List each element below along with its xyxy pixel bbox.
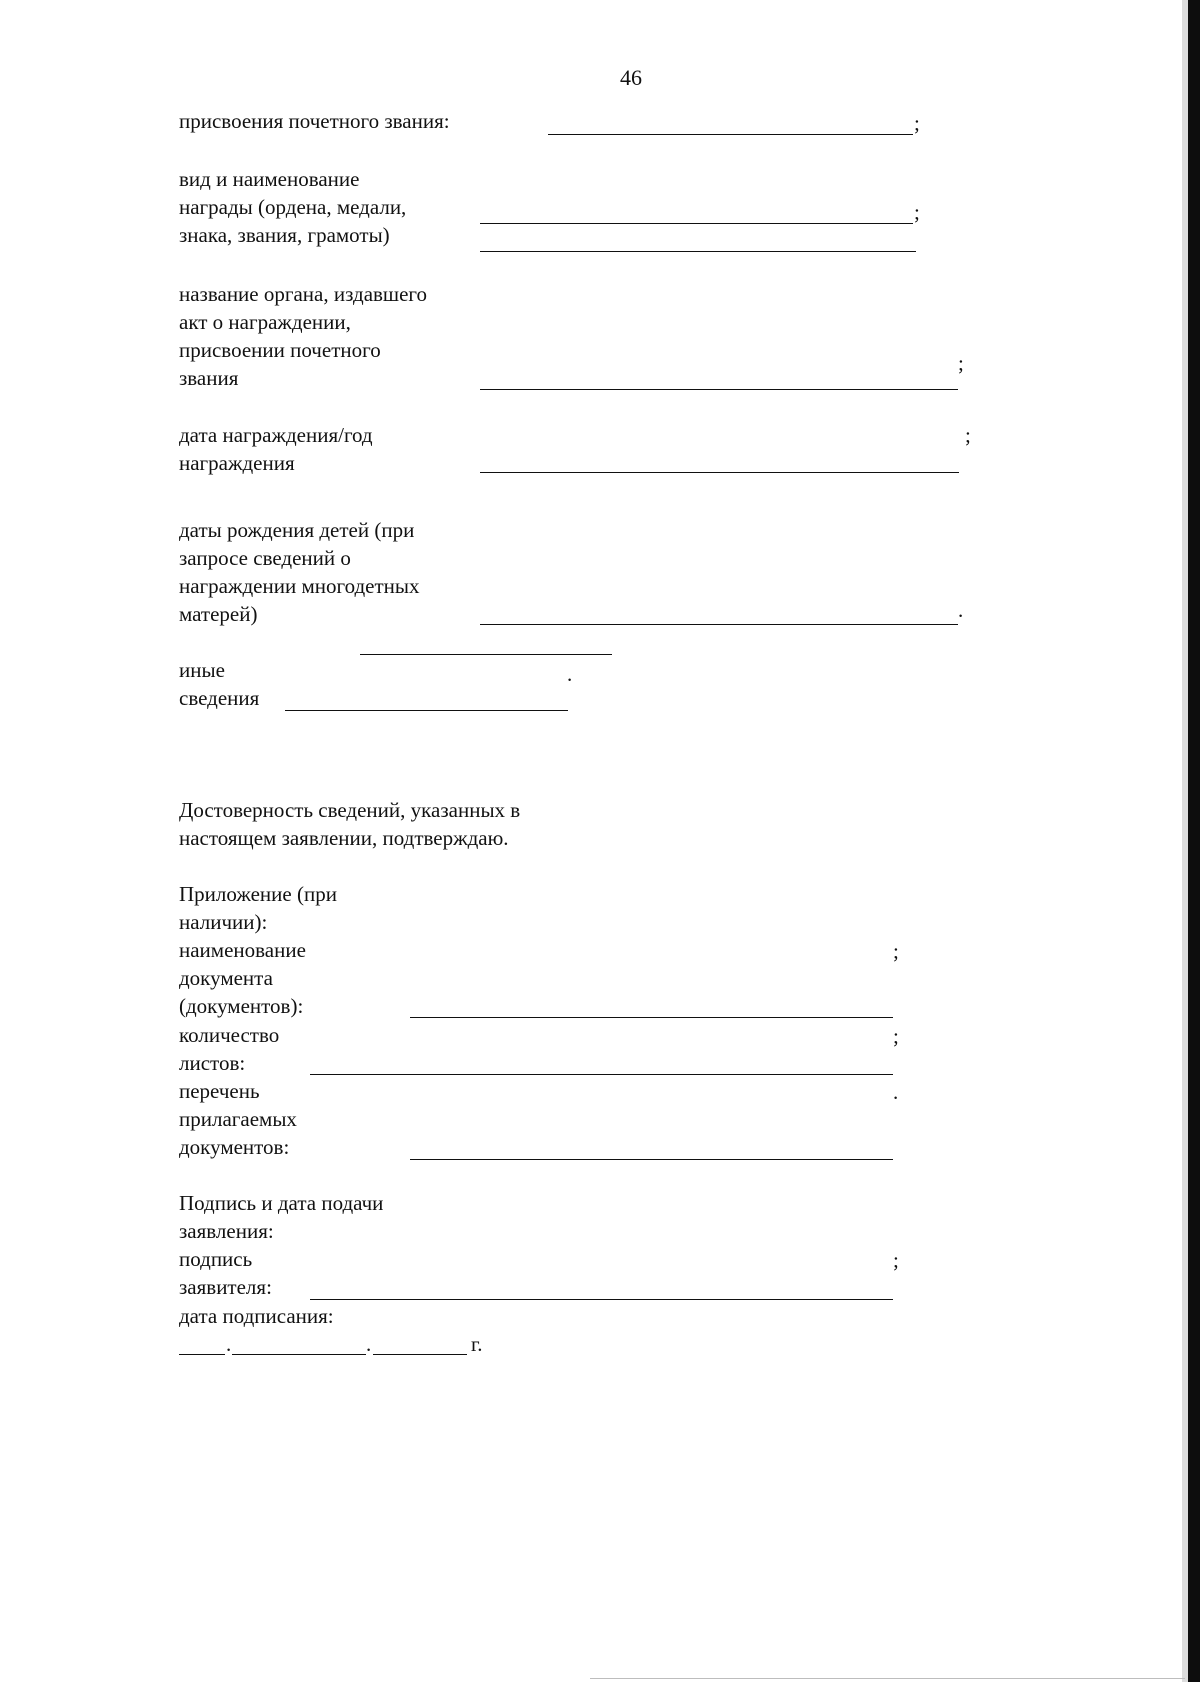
- award-date-end: ;: [965, 423, 971, 447]
- other-info-input-line-2[interactable]: [285, 710, 568, 711]
- sheet-count-label-line-1: количество: [179, 1023, 280, 1047]
- children-dates-label-line-4: матерей): [179, 602, 258, 626]
- signer-input-line[interactable]: [310, 1299, 893, 1300]
- doc-list-label-line-1: перечень: [179, 1079, 260, 1103]
- doc-list-input-line[interactable]: [410, 1159, 893, 1160]
- doc-list-label-line-2: прилагаемых: [179, 1107, 297, 1131]
- confirmation-line-2: настоящем заявлении, подтверждаю.: [179, 826, 509, 850]
- award-type-input-line-1[interactable]: [480, 223, 913, 224]
- attachment-heading-line-2: наличии):: [179, 910, 268, 934]
- children-dates-input-line[interactable]: [480, 624, 958, 625]
- children-dates-label-line-1: даты рождения детей (при: [179, 518, 415, 542]
- award-type-end: ;: [914, 200, 920, 224]
- doc-name-end: ;: [893, 939, 899, 963]
- other-info-input-line-1[interactable]: [360, 654, 612, 655]
- scan-edge-bar: [1188, 0, 1200, 1682]
- award-type-input-line-2[interactable]: [480, 251, 916, 252]
- signer-label-line-2: заявителя:: [179, 1275, 272, 1299]
- title-date-label: присвоения почетного звания:: [179, 109, 450, 133]
- sign-date-dot-2: .: [366, 1332, 372, 1356]
- issuing-body-label-line-4: звания: [179, 366, 239, 390]
- doc-name-input-line[interactable]: [410, 1017, 893, 1018]
- doc-name-label-line-2: документа: [179, 966, 273, 990]
- title-date-input-line[interactable]: [548, 134, 913, 135]
- award-date-label-line-1: дата награждения/год: [179, 423, 373, 447]
- other-info-label-line-2: сведения: [179, 686, 260, 710]
- sign-date-suffix: г.: [471, 1332, 483, 1356]
- issuing-body-label-line-2: акт о награждении,: [179, 310, 351, 334]
- signature-heading-line-2: заявления:: [179, 1219, 274, 1243]
- award-type-label-line-2: награды (ордена, медали,: [179, 195, 407, 219]
- scan-bottom-rule: [590, 1678, 1185, 1679]
- sign-date-year-line[interactable]: [373, 1354, 467, 1355]
- issuing-body-input-line[interactable]: [480, 389, 958, 390]
- doc-list-label-line-3: документов:: [179, 1135, 290, 1159]
- children-dates-label-line-3: награждении многодетных: [179, 574, 420, 598]
- doc-name-label-line-1: наименование: [179, 938, 306, 962]
- other-info-end: .: [567, 662, 573, 686]
- award-type-label-line-3: знака, звания, грамоты): [179, 223, 390, 247]
- sign-date-dot-1: .: [226, 1332, 232, 1356]
- doc-name-label-line-3: (документов):: [179, 994, 304, 1018]
- issuing-body-end: ;: [958, 351, 964, 375]
- attachment-heading-line-1: Приложение (при: [179, 882, 337, 906]
- other-info-label-line-1: иные: [179, 658, 225, 682]
- sign-date-day-line[interactable]: [179, 1354, 225, 1355]
- sign-date-label: дата подписания:: [179, 1304, 334, 1328]
- title-date-end: ;: [914, 111, 920, 135]
- doc-list-end: .: [893, 1080, 899, 1104]
- award-type-label-line-1: вид и наименование: [179, 167, 360, 191]
- confirmation-line-1: Достоверность сведений, указанных в: [179, 798, 521, 822]
- sheet-count-end: ;: [893, 1024, 899, 1048]
- issuing-body-label-line-1: название органа, издавшего: [179, 282, 428, 306]
- signer-end: ;: [893, 1248, 899, 1272]
- award-date-input-line[interactable]: [480, 472, 959, 473]
- children-dates-label-line-2: запросе сведений о: [179, 546, 351, 570]
- sheet-count-label-line-2: листов:: [179, 1051, 246, 1075]
- sign-date-month-line[interactable]: [232, 1354, 366, 1355]
- issuing-body-label-line-3: присвоении почетного: [179, 338, 381, 362]
- award-date-label-line-2: награждения: [179, 451, 295, 475]
- page-number: 46: [620, 65, 642, 90]
- children-dates-end: .: [958, 598, 964, 622]
- signer-label-line-1: подпись: [179, 1247, 253, 1271]
- signature-heading-line-1: Подпись и дата подачи: [179, 1191, 384, 1215]
- sheet-count-input-line[interactable]: [310, 1074, 893, 1075]
